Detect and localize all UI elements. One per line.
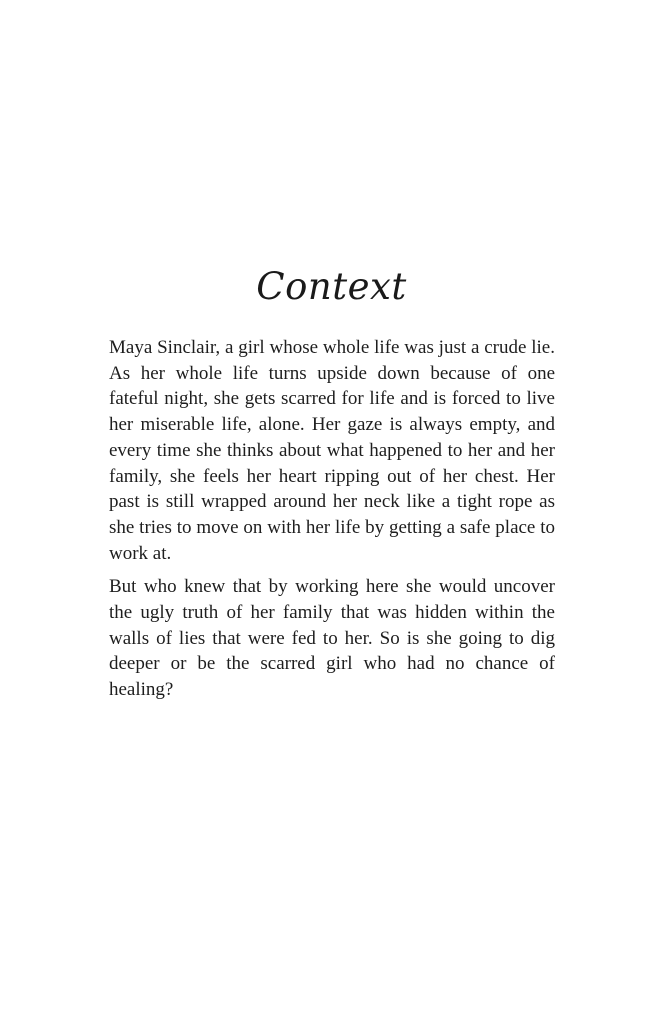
synopsis-body (109, 335, 555, 703)
paragraph-2: But who knew that by working here she would uncover the ugly truth of her family that was hidden within the walls of lies that were fed to her. So is she going to dig deeper or be the scarred girl who had no chance of healing? (109, 576, 555, 701)
page-title: Context (256, 265, 407, 308)
paragraph-1: Maya Sinclair, a girl whose whole life was just a crude lie. As her whole life turns upside down because of one fateful night, she gets scarred for life and is forced to live her miserable life, alone. Her gaze is always empty, and every time she thinks about what happened to her and her family, she feels her heart ripping out of her chest. Her past is still wrapped around her neck like a tight rope as she tries to move on with her life by getting a safe place to work at. (109, 337, 555, 564)
